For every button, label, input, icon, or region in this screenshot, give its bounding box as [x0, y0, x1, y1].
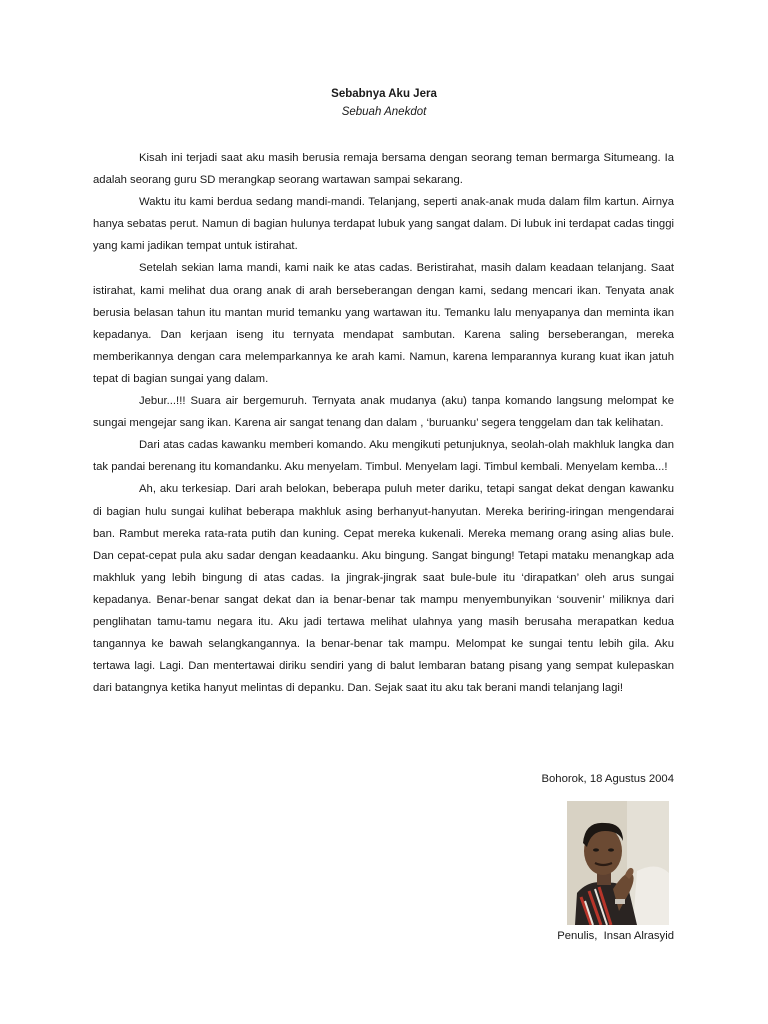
paragraph: Setelah sekian lama mandi, kami naik ke atas cadas. Beristirahat, masih dalam keadaan telanjang. Saat istirahat, kami melihat dua orang anak di arah berseberangan dengan kami, sedang mencari ikan. Tenyata anak berusia belasan tahun itu mantan murid temanku yang wartawan itu. Temanku lalu menyapanya dan meminta ikan kepadanya. Dan kerjaan iseng itu ternyata mendapat sambutan. Karena saling berseberangan, mereka memberikannya dengan cara melemparkannya ke arah kami. Namun, karena lemparannya kurang kuat ikan jatuh tepat di bagian sungai yang dalam.: [93, 262, 674, 385]
paragraph: Jebur...!!! Suara air bergemuruh. Ternyata anak mudanya (aku) tanpa komando langsung melompat ke sungai mengejar sang ikan. Karena air sangat tenang dan dalam , ‘buruanku’ segera tenggelam dan tak kelihatan.: [93, 395, 674, 430]
author-photo: [567, 801, 669, 925]
paragraph: Waktu itu kami berdua sedang mandi-mandi. Telanjang, seperti anak-anak muda dalam film kartun. Airnya hanya sebatas perut. Namun di bagian hulunya terdapat lubuk yang sangat dalam. Di lubuk ini terdapat cadas tinggi yang kami jadikan tempat untuk istirahat.: [93, 196, 674, 253]
paragraph: Dari atas cadas kawanku memberi komando. Aku mengikuti petunjuknya, seolah-olah makhluk langka dan tak pandai berenang itu komandanku. Aku menyelam. Timbul. Menyelam lagi. Timbul kembali. Menyelam kemba...!: [93, 439, 674, 474]
document-subtitle: Sebuah Anekdot: [341, 106, 427, 118]
document-title: Sebabnya Aku Jera: [331, 88, 437, 100]
paragraph: Kisah ini terjadi saat aku masih berusia remaja bersama dengan seorang teman bermarga Situmeang. Ia adalah seorang guru SD merangkap seorang wartawan sampai sekarang.: [93, 152, 674, 187]
author-portrait-icon: [567, 801, 669, 925]
photo-caption: Penulis, Insan Alrasyid: [557, 930, 674, 942]
place-date: Bohorok, 18 Agustus 2004: [541, 773, 674, 785]
paragraph: Ah, aku terkesiap. Dari arah belokan, beberapa puluh meter dariku, tetapi sangat dekat dengan kawanku di bagian hulu sungai kulihat beberapa makhluk asing berhanyut-hanyutan. Mereka beriring-iringan mengendarai ban. Rambut mereka rata-rata putih dan kuning. Cepat mereka kukenali. Mereka memang orang asing alias bule. Dan cepat-cepat pula aku sadar dengan keadaanku. Aku bingung. Sangat bingung! Tetapi mataku menangkap ada makhluk yang lebih bingung di atas cadas. Ia jingrak-jingrak saat bule-bule itu ‘dirapatkan’ oleh arus sungai kepadanya. Benar-benar sangat dekat dan ia benar-benar tak mampu menyembunyikan ‘souvenir’ miliknya dari penglihatan tamu-tamu negara itu. Aku jadi tertawa melihat ulahnya yang masih berusaha merapatkan kedua tangannya ke bawah selangkangannya. Ia benar-benar tak mampu. Melompat ke sungai tentu lebih gila. Aku tertawa lagi. Lagi. Dan mentertawai diriku sendiri yang di balut lembaran batang pisang yang sempat kulepaskan dari batangnya ketika hanyut melintas di depanku. Dan. Sejak saat itu aku tak berani mandi telanjang lagi!: [93, 483, 674, 695]
document-body: [93, 147, 674, 699]
